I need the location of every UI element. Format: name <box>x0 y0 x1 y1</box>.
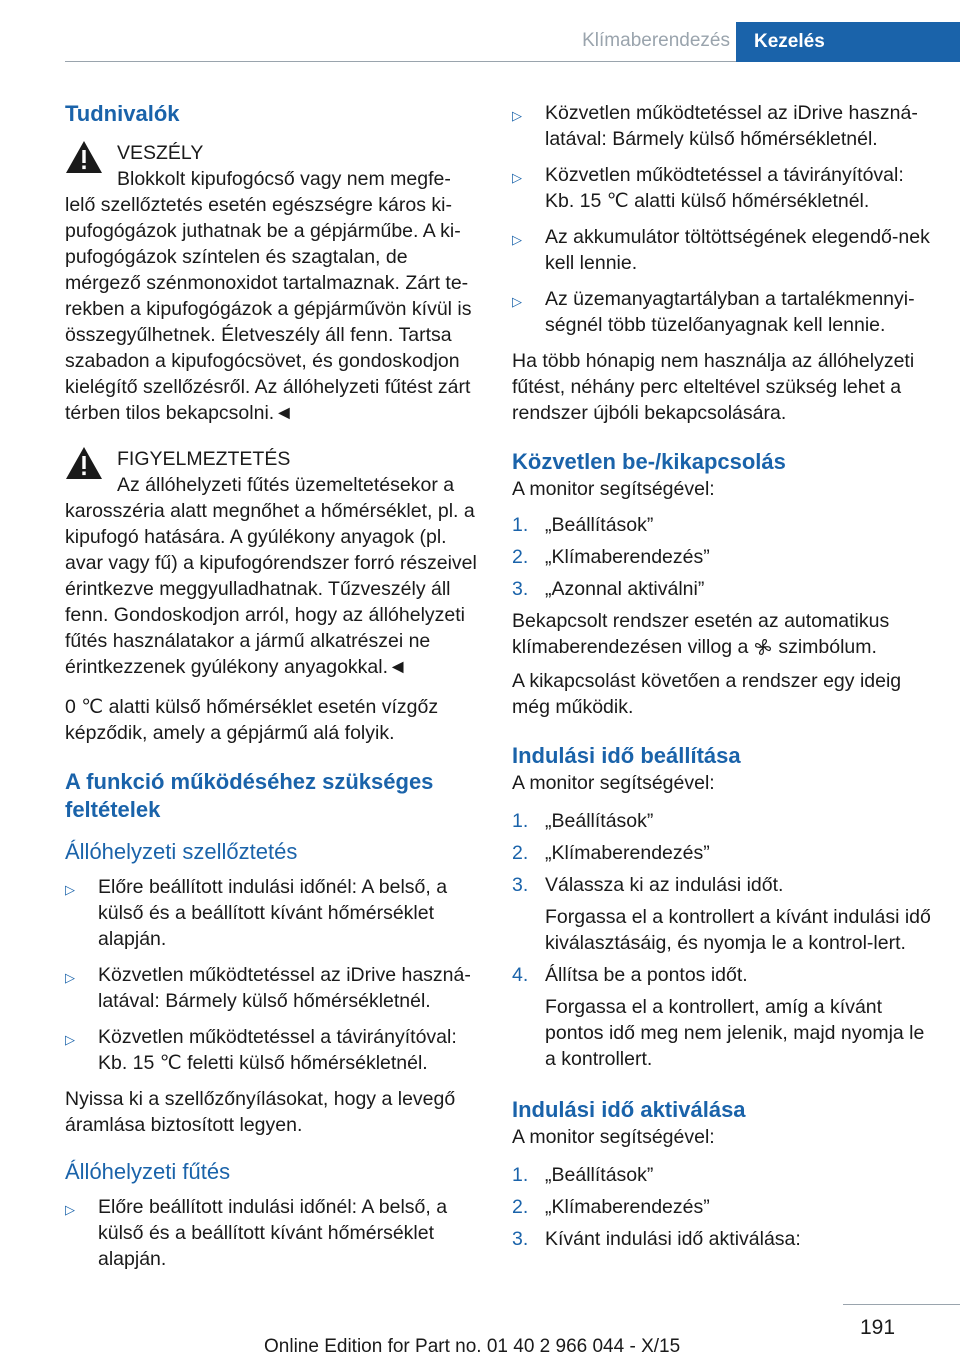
list-item: ▷ Előre beállított indulási időnél: A belső, a külső és a beállított kívánt hőmérséklet alapján. <box>65 876 448 950</box>
edition-line: Online Edition for Part no. 01 40 2 966 044 - X/15 <box>264 1336 681 1357</box>
direct-note-1: Bekapcsolt rendszer esetén az automatikus klímaberendezésen villog a szimbólum. <box>512 610 890 658</box>
header-chapter-tab: Kezelés <box>736 22 960 62</box>
heating-list <box>65 1194 479 1272</box>
list-item: ▷ Az üzemanyagtartályban a tartalékmennyi-ségnél több tüzelőanyagnak kell lennie. <box>512 288 915 336</box>
departure-intro: A monitor segítségével: <box>512 772 715 794</box>
triangle-bullet-icon: ▷ <box>512 170 522 185</box>
left-column <box>65 100 479 1282</box>
triangle-bullet-icon: ▷ <box>512 232 522 247</box>
direct-steps <box>512 512 932 602</box>
page-number: 191 <box>860 1316 896 1339</box>
activate-steps <box>512 1162 932 1252</box>
frost-note: 0 ℃ alatti külső hőmérséklet esetén vízgőz képződik, amely a gépjármű alá folyik. <box>65 696 439 744</box>
triangle-bullet-icon: ▷ <box>65 1032 75 1047</box>
list-item: 3. Kívánt indulási idő aktiválása: <box>512 1228 801 1250</box>
step-detail: Forgassa el a kontrollert, amíg a kívánt pontos idő meg nem jelenik, majd nyomja le a kontrollert. <box>545 996 925 1070</box>
footer-rule <box>843 1304 960 1305</box>
list-item: 1. „Beállítások” <box>512 514 654 536</box>
heading-departure-activate: Indulási idő aktiválása <box>512 1097 746 1122</box>
direct-note-2: A kikapcsolást követően a rendszer egy ideig még működik. <box>512 670 902 718</box>
ventilation-note: Nyissa ki a szellőzőnyílásokat, hogy a levegő áramlása biztosított legyen. <box>65 1088 456 1136</box>
warning-caution-text: Az állóhelyzeti fűtés üzemeltetésekor a karosszéria alatt megnőhet a hőmérséklet, pl. a kipufogó hatására. A gyúlékony anyagok (pl. avar vagy fű) a kipufogórendszer forró részeivel érintkezve meggyulladhatnak. Tűzveszély áll fenn. Gondoskodjon arról, hogy az állóhelyzeti fűtés használatakor a jármű alkatrészei ne érintkezzenek gyúlékony anyagokkal.◄ <box>65 474 477 678</box>
header-rule <box>65 61 736 62</box>
list-item: 2. „Klímaberendezés” <box>512 842 710 864</box>
list-item: 4. Állítsa be a pontos időt. Forgassa el a kontrollert, amíg a kívánt pontos idő meg nem jelenik, majd nyomja le a kontrollert. <box>512 962 932 1072</box>
list-item: 3. „Azonnal aktiválni” <box>512 578 705 600</box>
warning-danger-label: VESZÉLY <box>117 142 204 164</box>
list-item: 1. „Beállítások” <box>512 1164 654 1186</box>
page-header <box>0 22 960 62</box>
heading-tudnivalok: Tudnivalók <box>65 101 180 126</box>
list-item: ▷ Közvetlen működtetéssel a távirányítóval: Kb. 15 ℃ alatti külső hőmérsékletnél. <box>512 164 904 212</box>
activate-intro: A monitor segítségével: <box>512 1126 715 1148</box>
list-item: ▷ Az akkumulátor töltöttségének elegendő-nek kell lennie. <box>512 226 930 274</box>
heading-prerequisites: A funkció működéséhez szükséges feltételek <box>65 769 434 822</box>
list-item: 1. „Beállítások” <box>512 810 654 832</box>
list-item: ▷ Közvetlen működtetéssel az iDrive haszná-latával: Bármely külső hőmérsékletnél. <box>65 964 471 1012</box>
departure-steps <box>512 808 932 1072</box>
triangle-bullet-icon: ▷ <box>65 970 75 985</box>
triangle-bullet-icon: ▷ <box>65 882 75 897</box>
heading-direct-toggle: Közvetlen be-/kikapcsolás <box>512 449 786 474</box>
list-item: ▷ Előre beállított indulási időnél: A belső, a külső és a beállított kívánt hőmérséklet alapján. <box>65 1196 448 1270</box>
months-note: Ha több hónapig nem használja az állóhelyzeti fűtést, néhány perc elteltével szükség lehet a rendszer újbóli bekapcsolására. <box>512 350 915 424</box>
warning-caution <box>65 446 479 680</box>
warning-danger-text: Blokkolt kipufogócső vagy nem megfe-lelő szellőztetés esetén egészségre káros ki-pufogógázok juthatnak be a gépjárműbe. A ki-pufogógázok színtelen és szagtalan, de mérgező szénmonoxidot tartalmaznak. Zárt te-rekben a kipufogógázok a gépjárművön kívül is összegyűlhetnek. Életveszély áll fenn. Tartsa szabadon a kipufogócsövet, és gondoskodjon kielégítő szellőzésről. Az állóhelyzeti fűtést zárt térben tilos bekapcsolni.◄ <box>65 168 472 424</box>
fan-icon <box>754 638 772 656</box>
triangle-bullet-icon: ▷ <box>65 1202 75 1217</box>
list-item: ▷ Közvetlen működtetéssel az iDrive haszná-latával: Bármely külső hőmérsékletnél. <box>512 102 918 150</box>
list-item: 2. „Klímaberendezés” <box>512 1196 710 1218</box>
triangle-bullet-icon: ▷ <box>512 108 522 123</box>
ventilation-list <box>65 874 479 1076</box>
heating-list-continued <box>512 100 932 338</box>
triangle-bullet-icon: ▷ <box>512 294 522 309</box>
direct-intro: A monitor segítségével: <box>512 478 715 500</box>
right-column <box>512 100 932 1258</box>
heading-ventilation: Állóhelyzeti szellőztetés <box>65 839 298 864</box>
list-item: 3. Válassza ki az indulási időt. Forgassa el a kontrollert a kívánt indulási idő kiválasztásáig, és nyomja le a kontrol-lert. <box>512 874 931 954</box>
warning-caution-label: FIGYELMEZTETÉS <box>117 448 291 470</box>
step-detail: Forgassa el a kontrollert a kívánt indulási idő kiválasztásáig, és nyomja le a kontrol-lert. <box>545 906 931 954</box>
list-item: 2. „Klímaberendezés” <box>512 546 710 568</box>
warning-triangle-icon <box>65 446 103 480</box>
list-item: ▷ Közvetlen működtetéssel a távirányítóval: Kb. 15 ℃ feletti külső hőmérsékletnél. <box>65 1026 457 1074</box>
heading-heating: Állóhelyzeti fűtés <box>65 1159 231 1184</box>
header-section-title: Klímaberendezés <box>582 30 730 51</box>
warning-danger <box>65 140 479 426</box>
warning-triangle-icon <box>65 140 103 174</box>
heading-departure-set: Indulási idő beállítása <box>512 743 741 768</box>
